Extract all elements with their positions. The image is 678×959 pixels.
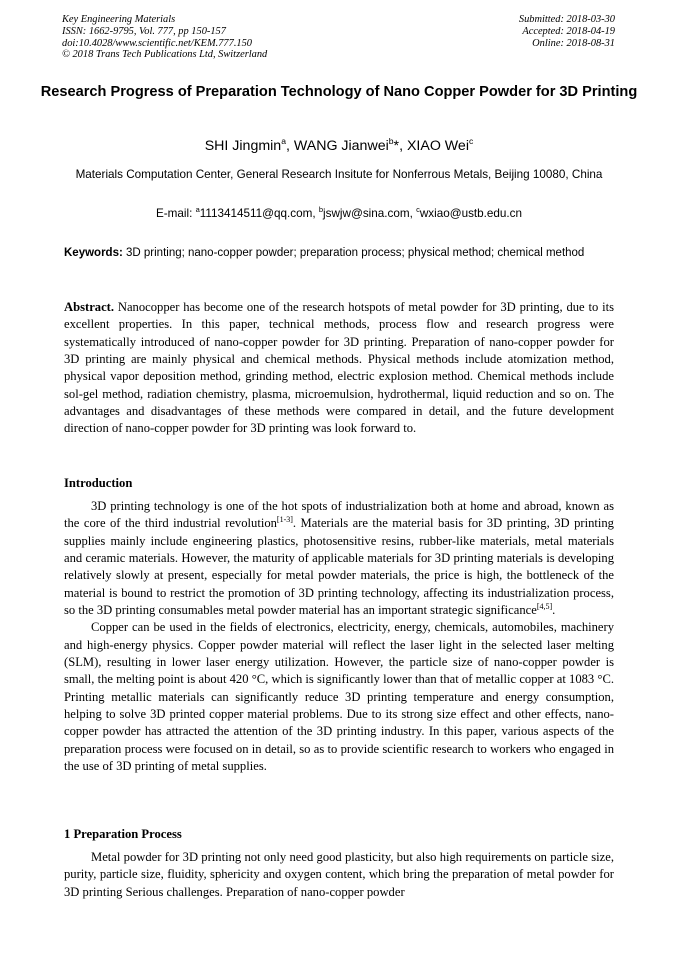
- journal-issn: ISSN: 1662-9795, Vol. 777, pp 150-157: [62, 25, 226, 37]
- preparation-body: [64, 849, 614, 901]
- introduction-body: [64, 498, 614, 776]
- email-separator: ,: [409, 207, 417, 220]
- author-name: SHI Jingmin: [204, 138, 282, 154]
- author-name: XIAO Wei: [406, 138, 469, 154]
- author-list: [0, 137, 678, 155]
- email-mark: c: [416, 205, 420, 214]
- paragraph-text: . Materials are the material basis for 3D printing, 3D printing supplies mainly include engineering plastics, photosensitive resins, rubber-like materials, metal materials and ceramic materials. However, the maturity of applicable materials for 3D printing materials is developing relatively slowly at present, especially for metal powder materials, the price is high, the bottleneck of the material is bound to restrict the promotion of 3D printing technology, affecting its industrialization process, so the 3D printing consumables metal powder material has an important strategic significance: [64, 516, 614, 618]
- paragraph-text: .: [552, 603, 556, 618]
- email-mark: a: [195, 205, 200, 214]
- author-separator: ,: [285, 138, 294, 154]
- author-separator: ,: [399, 138, 407, 154]
- author-name: WANG Jianwei: [293, 138, 389, 154]
- keywords-text: 3D printing; nano-copper powder; preparation process; physical method; chemical method: [122, 247, 585, 259]
- email-address: jswjw@sina.com: [323, 207, 410, 220]
- email-address: wxiao@ustb.edu.cn: [419, 207, 523, 220]
- abstract: [64, 299, 614, 438]
- paragraph: [64, 498, 614, 619]
- accepted-date: Accepted: 2018-04-19: [522, 25, 615, 37]
- author-mark: a: [281, 136, 286, 146]
- author-mark: b: [388, 136, 394, 146]
- journal-doi: doi:10.4028/www.scientific.net/KEM.777.150: [62, 37, 252, 49]
- introduction-heading: Introduction: [64, 476, 133, 490]
- journal-header-right: [519, 14, 615, 49]
- submitted-date: Submitted: 2018-03-30: [518, 14, 615, 25]
- paper-title: Research Progress of Preparation Technology of Nano Copper Powder for 3D Printing: [40, 84, 638, 100]
- journal-header-left: [62, 14, 267, 61]
- affiliation: Materials Computation Center, General Research Insitute for Nonferrous Metals, Beijing 10080, China: [75, 168, 603, 181]
- email-label: E-mail:: [155, 207, 196, 220]
- keywords: [64, 245, 614, 263]
- abstract-label: Abstract.: [64, 300, 115, 314]
- keywords-label: Keywords:: [64, 247, 123, 259]
- citation: [1-3]: [276, 515, 293, 525]
- abstract-text: Nanocopper has become one of the research hotspots of metal powder for 3D printing, due to its excellent properties. In this paper, technical methods, process flow and research progress were systematically introduced of nano-copper powder for 3D printing. Preparation of nano-copper powder for 3D printing are mainly physical and chemical methods. Physical methods include atomization method, physical vapor deposition method, grinding method, electric explosion method. Chemical methods include sol-gel method, radiation chemistry, plasma, microemulsion, hydrothermal, liquid reduction and so on. The advantages and disadvantages of these methods were compared in detail, and the future development direction of nano-copper powder for 3D printing was look forward to.: [64, 300, 614, 436]
- email-address: 1113414511@qq.com: [199, 207, 313, 220]
- journal-copyright: © 2018 Trans Tech Publications Ltd, Switzerland: [62, 49, 268, 61]
- email-separator: ,: [312, 207, 319, 220]
- journal-name: Key Engineering Materials: [62, 14, 176, 25]
- email-mark: b: [318, 205, 324, 214]
- paragraph-text: 3D printing technology is one of the hot spots of industrialization both at home and abroad, known as the core of the third industrial revolution: [64, 499, 614, 531]
- citation: [4,5]: [536, 602, 553, 612]
- corresponding-mark: *: [393, 138, 400, 154]
- preparation-heading: 1 Preparation Process: [64, 827, 182, 841]
- paragraph: Copper can be used in the fields of electronics, electricity, energy, chemicals, automobiles, machinery and high-energy physics. Copper powder material will reflect the laser light in the selected laser melting (SLM), resulting in lower laser energy utilization. However, the particle size of nano-copper powder is small, the melting point is about 420 °C, which is significantly lower than that of metallic copper at 1083 °C. Printing metallic materials can significantly reduce 3D printing temperature and energy consumption, helping to solve 3D printed copper material problems. Due to its strong size effect and other effects, nano-copper powder has attracted the attention of the 3D printing industry. In this paper, various aspects of the preparation process were focused on in detail, so as to provide scientific research to workers who engaged in the use of 3D printing of metal supplies.: [64, 620, 614, 774]
- author-mark: c: [468, 136, 474, 146]
- online-date: Online: 2018-08-31: [532, 37, 615, 49]
- paragraph: Metal powder for 3D printing not only need good plasticity, but also high requirements on particle size, purity, particle size, fluidity, sphericity and oxygen content, which bring the preparation of metal powder for 3D printing Serious challenges. Preparation of nano-copper powder: [64, 850, 614, 899]
- email-line: [0, 206, 678, 222]
